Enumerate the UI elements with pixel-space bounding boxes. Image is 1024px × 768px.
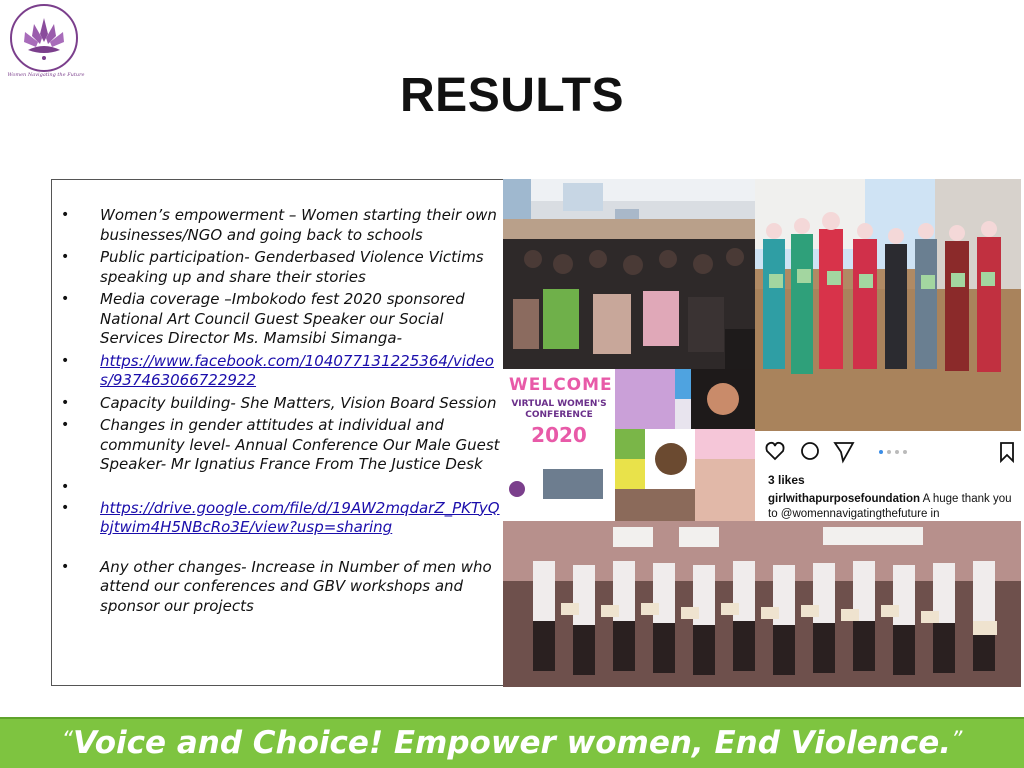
- bullet-capacity-building: • Capacity building- She Matters, Vision Board Session: [52, 394, 502, 414]
- slogan-text: Voice and Choice! Empower women, End Violence.: [72, 725, 951, 761]
- bullet-drive-link-item: [52, 499, 502, 538]
- heart-icon: [766, 443, 783, 459]
- bullet-gender-attitudes: • Changes in gender attitudes at individual and community level- Annual Conference Our Male Guest Speaker- Mr Ignatius France From The Justice Desk: [52, 416, 502, 475]
- organization-logo: [4, 2, 88, 82]
- instagram-caption: [768, 492, 1018, 521]
- welcome-poster: [503, 369, 615, 521]
- instagram-username: girlwithapurposefoundation: [768, 493, 921, 505]
- bullet-womens-empowerment: • Women’s empowerment – Women starting their own businesses/NGO and going back to schools: [52, 206, 502, 245]
- instagram-post-screenshot: [755, 431, 1021, 521]
- footer-slogan: [0, 725, 1024, 761]
- logo-emblem: [10, 4, 78, 72]
- slide-title: RESULTS: [400, 69, 624, 122]
- send-icon: [835, 443, 853, 461]
- certificate-group-photo: [503, 521, 1021, 687]
- poster-subtitle: VIRTUAL WOMEN'S CONFERENCE: [511, 399, 607, 420]
- bullet-public-participation: • Public participation- Genderbased Violence Victims speaking up and share their stories: [52, 248, 502, 287]
- comment-icon: [802, 443, 818, 459]
- instagram-action-bar: [765, 439, 1015, 465]
- results-bullet-list: [52, 206, 502, 619]
- footer-banner: [0, 717, 1024, 768]
- google-drive-link[interactable]: https://drive.google.com/file/d/19AW2mqdarZ_PKTyQbjtwim4H5NBcRo3E/view?usp=sharing: [100, 498, 500, 536]
- poster-welcome: WELCOME: [509, 375, 613, 395]
- poster-year: 2020: [531, 423, 587, 447]
- conference-audience-photo: [503, 179, 755, 369]
- lotus-icon: [20, 12, 68, 64]
- outdoor-group-photo: [755, 179, 1021, 431]
- close-quote: ”: [951, 728, 963, 753]
- virtual-conference-collage: [503, 369, 755, 521]
- bullet-empty: [52, 478, 502, 498]
- bullet-other-changes: • Any other changes- Increase in Number of men who attend our conferences and GBV workshops and sponsor our projects: [52, 558, 502, 617]
- bookmark-icon: [1001, 443, 1013, 461]
- bullet-media-coverage: • Media coverage –Imbokodo fest 2020 sponsored National Art Council Guest Speaker our Social Services Director Ms. Mamsibi Simanga-: [52, 290, 502, 349]
- open-quote: “: [61, 728, 73, 753]
- bullet-facebook-link-item: [52, 352, 502, 391]
- instagram-likes: 3 likes: [768, 473, 805, 487]
- results-textbox: [51, 179, 504, 686]
- facebook-video-link[interactable]: https://www.facebook.com/104077131225364/videos/937463066722922: [100, 351, 494, 389]
- logo-caption: Women Navigating the Future: [7, 72, 85, 78]
- carousel-dots-icon: [879, 450, 907, 454]
- instagram-caption-text: A huge thank you to @womennavigatingthefuture in: [768, 493, 1012, 520]
